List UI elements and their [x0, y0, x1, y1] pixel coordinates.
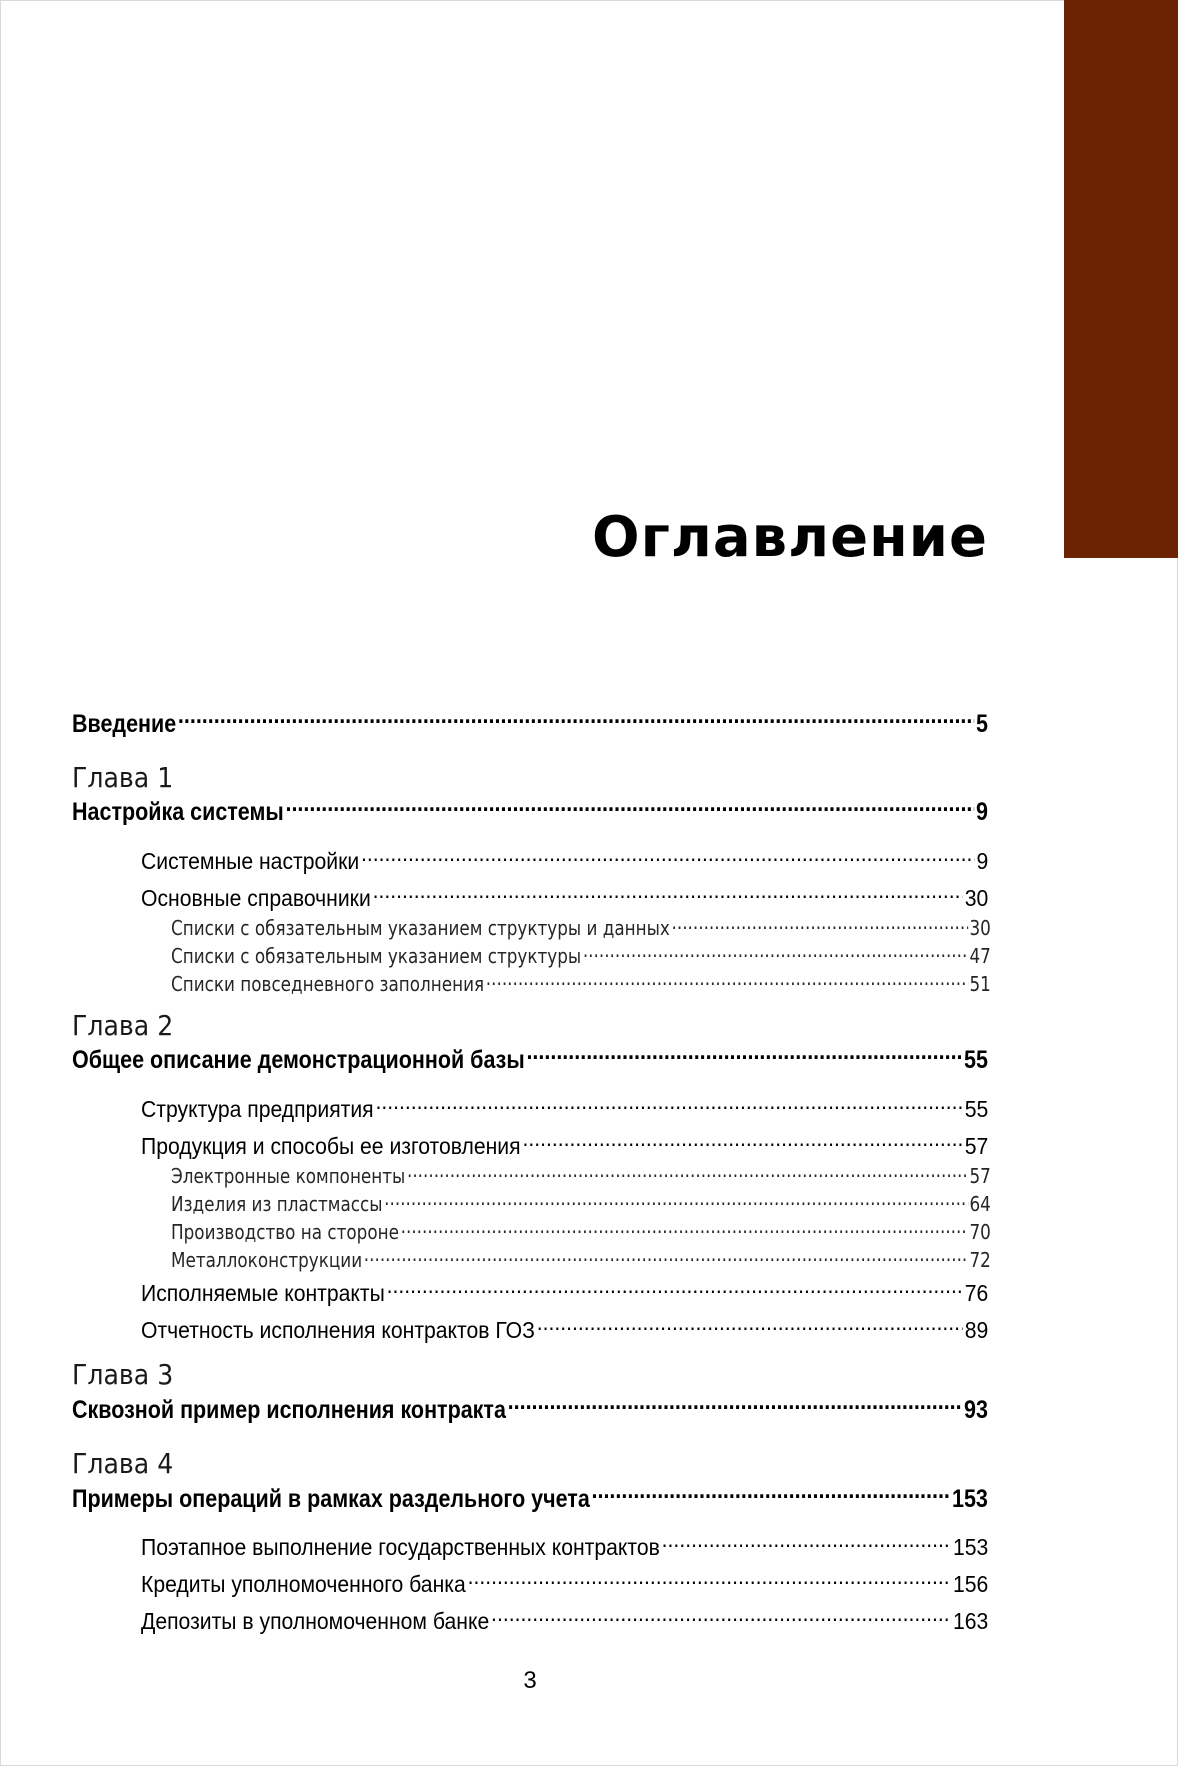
leader-dots	[178, 707, 974, 732]
toc-section[interactable]	[141, 1605, 988, 1637]
leader-dots	[364, 1247, 968, 1267]
toc-subsection[interactable]	[171, 1247, 991, 1273]
toc-section[interactable]	[141, 1568, 988, 1600]
toc-entry-page: 51	[969, 972, 991, 996]
leader-dots	[486, 971, 968, 991]
leader-dots	[662, 1532, 951, 1555]
toc-subsection[interactable]	[171, 943, 991, 969]
toc-entry-page: 70	[969, 1220, 991, 1244]
leader-dots	[583, 943, 968, 963]
toc-entry-page: 93	[963, 1396, 988, 1424]
toc-entry-page: 55	[963, 1046, 988, 1074]
toc-subsection[interactable]	[171, 1191, 991, 1217]
accent-bar	[1064, 0, 1178, 558]
toc-entry-page: 57	[964, 1133, 989, 1159]
page-number: 3	[523, 1667, 537, 1694]
toc-entry-label: Исполняемые контракты	[141, 1280, 385, 1306]
toc-entry-page: 76	[964, 1280, 989, 1306]
leader-dots	[285, 795, 974, 820]
leader-dots	[361, 846, 975, 869]
toc-entry-page: 57	[969, 1164, 991, 1188]
toc-entry-page: 89	[964, 1317, 989, 1343]
toc-entry-page: 153	[953, 1534, 989, 1560]
toc-entry-label: Структура предприятия	[141, 1096, 374, 1122]
page-title: Оглавление	[591, 505, 988, 570]
toc-entry-label: Настройка системы	[72, 798, 284, 826]
leader-dots	[491, 1606, 951, 1629]
toc-entry-label: Системные настройки	[141, 848, 360, 874]
chapter-label: Глава 3	[72, 1358, 174, 1391]
toc-entry-page: 47	[969, 944, 991, 968]
toc-chapter-title[interactable]	[72, 1393, 988, 1427]
leader-dots	[672, 915, 968, 935]
toc-entry-label: Металлоконструкции	[171, 1248, 363, 1272]
toc-entry-page: 156	[953, 1571, 989, 1597]
toc-entry-page: 55	[964, 1096, 989, 1122]
leader-dots	[468, 1569, 952, 1592]
toc-entry-page: 163	[953, 1608, 989, 1634]
toc-entry-label: Основные справочники	[141, 885, 371, 911]
toc-section[interactable]	[141, 1531, 988, 1563]
toc-entry-label: Сквозной пример исполнения контракта	[72, 1396, 506, 1424]
leader-dots	[526, 1043, 962, 1068]
toc-entry-page: 153	[952, 1485, 988, 1513]
chapter-label: Глава 1	[72, 761, 174, 794]
leader-dots	[592, 1482, 951, 1507]
toc-entry-page: 5	[975, 710, 988, 738]
toc-entry-label: Депозиты в уполномоченном банке	[141, 1608, 490, 1634]
toc-entry-label: Изделия из пластмассы	[171, 1192, 383, 1216]
leader-dots	[407, 1163, 968, 1183]
toc-entry-intro[interactable]	[72, 707, 988, 741]
leader-dots	[401, 1219, 968, 1239]
toc-subsection[interactable]	[171, 971, 991, 997]
leader-dots	[522, 1131, 962, 1154]
toc-entry-label: Производство на стороне	[171, 1220, 399, 1244]
leader-dots	[387, 1278, 963, 1301]
toc-entry-page: 9	[975, 798, 988, 826]
toc-chapter-title[interactable]	[72, 1043, 988, 1077]
leader-dots	[375, 1094, 962, 1117]
toc-entry-label: Поэтапное выполнение государственных контрактов	[141, 1534, 660, 1560]
toc-subsection[interactable]	[171, 1219, 991, 1245]
toc-entry-label: Электронные компоненты	[171, 1164, 406, 1188]
toc-subsection[interactable]	[171, 1163, 991, 1189]
toc-section[interactable]	[141, 1314, 988, 1346]
toc-entry-label: Отчетность исполнения контрактов ГОЗ	[141, 1317, 535, 1343]
toc-subsection[interactable]	[171, 915, 991, 941]
toc-chapter-title[interactable]	[72, 1482, 988, 1516]
toc-entry-page: 30	[969, 916, 991, 940]
toc-entry-label: Списки с обязательным указанием структуры и данных	[171, 916, 670, 940]
toc-entry-label: Списки повседневного заполнения	[171, 972, 485, 996]
toc-entry-label: Продукция и способы ее изготовления	[141, 1133, 521, 1159]
leader-dots	[537, 1315, 963, 1338]
toc-section[interactable]	[141, 1093, 988, 1125]
toc-section[interactable]	[141, 1277, 988, 1309]
toc-entry-label: Списки с обязательным указанием структуры	[171, 944, 582, 968]
toc-entry-page: 30	[964, 885, 989, 911]
chapter-label: Глава 2	[72, 1009, 174, 1042]
chapter-label: Глава 4	[72, 1447, 174, 1480]
toc-entry-page: 64	[969, 1192, 991, 1216]
toc-section[interactable]	[141, 882, 988, 914]
toc-section[interactable]	[141, 1130, 988, 1162]
toc-entry-label: Кредиты уполномоченного банка	[141, 1571, 466, 1597]
toc-entry-page: 9	[976, 848, 989, 874]
toc-entry-label: Общее описание демонстрационной базы	[72, 1046, 525, 1074]
leader-dots	[508, 1393, 963, 1418]
toc-chapter-title[interactable]	[72, 795, 988, 829]
toc-entry-label: Примеры операций в рамках раздельного учета	[72, 1485, 590, 1513]
toc-entry-label: Введение	[72, 710, 177, 738]
toc-entry-page: 72	[969, 1248, 991, 1272]
leader-dots	[373, 883, 963, 906]
toc-section[interactable]	[141, 845, 988, 877]
leader-dots	[384, 1191, 968, 1211]
